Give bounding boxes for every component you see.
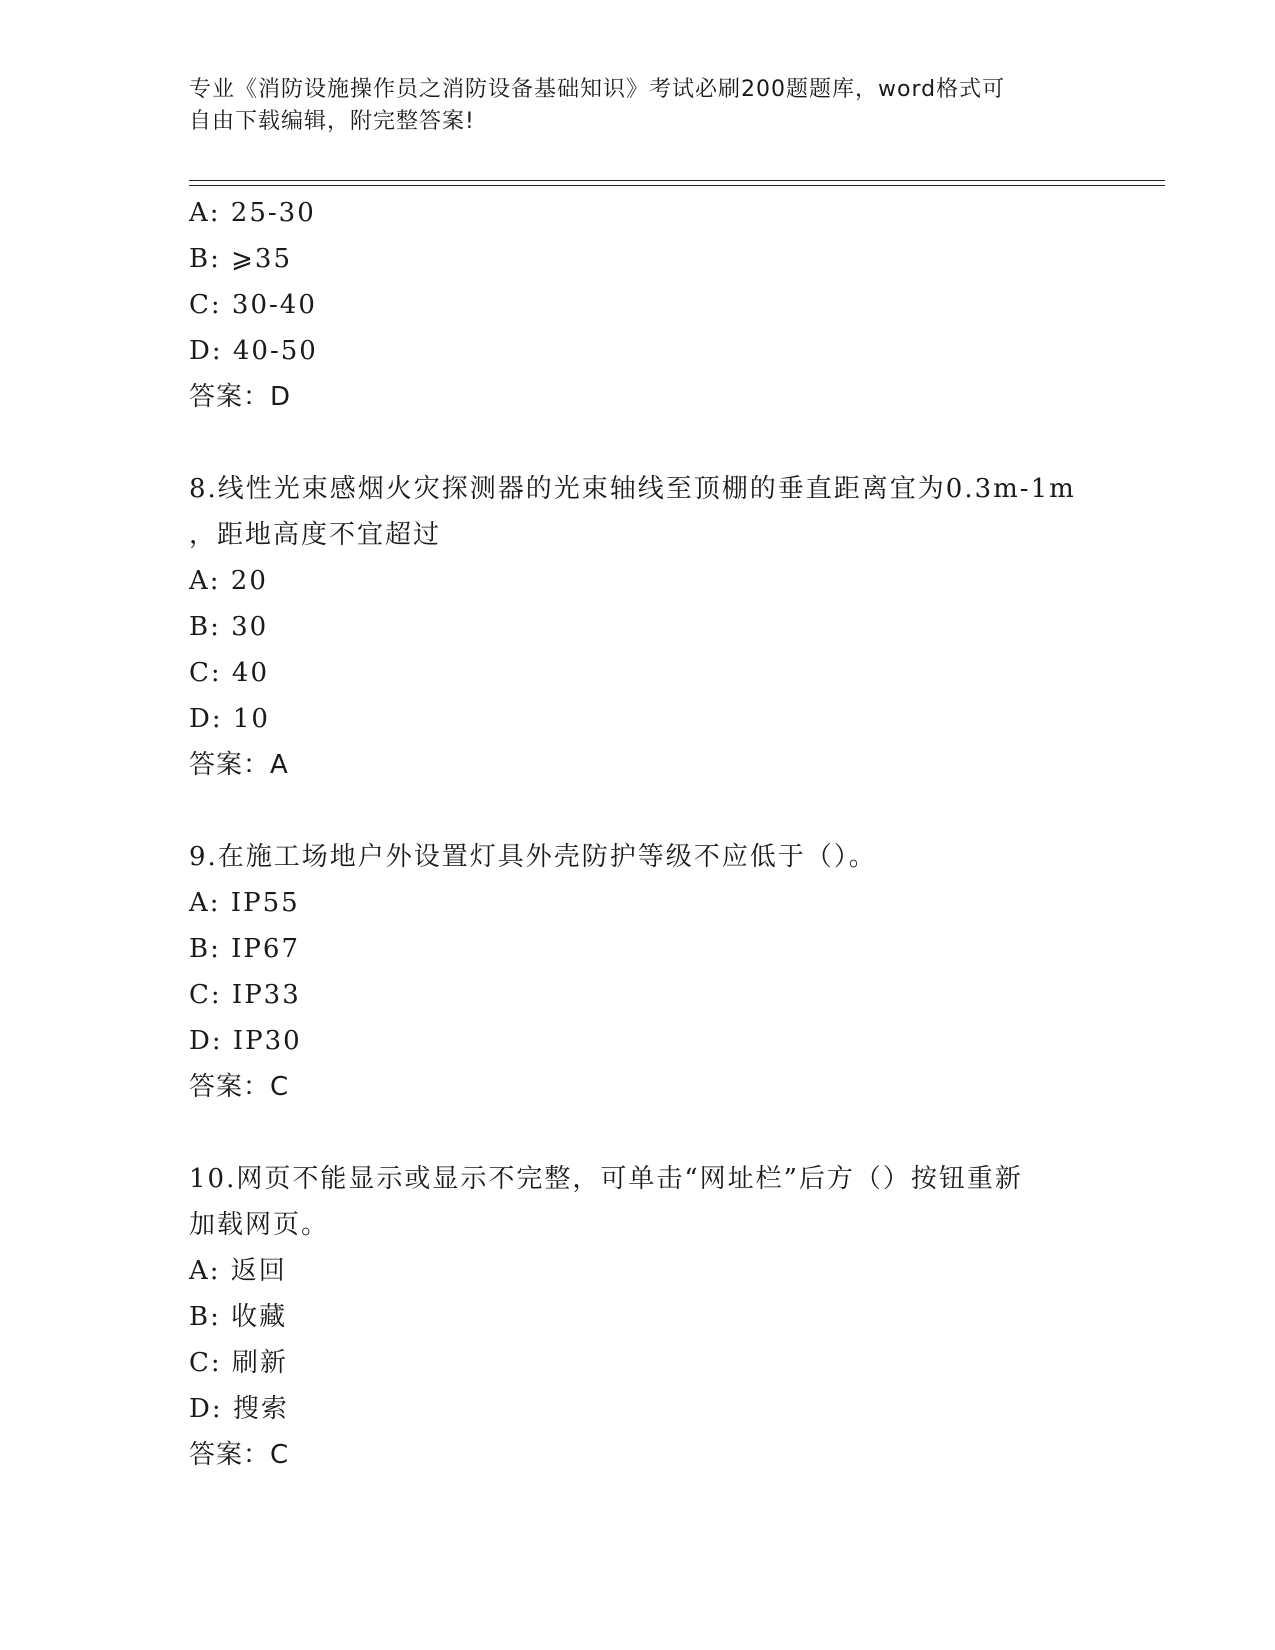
question-8 — [189, 466, 1129, 788]
option-b: B: 30 — [189, 612, 269, 642]
question-text-line-2: ，距地高度不宜超过 — [189, 520, 442, 550]
question-text-line-1: 8.线性光束感烟火灾探测器的光束轴线至顶棚的垂直距离宜为0.3m-1m — [189, 474, 1076, 504]
option-a: A: 返回 — [189, 1256, 287, 1286]
question-7 — [189, 190, 1129, 420]
option-a: A: IP55 — [189, 888, 300, 918]
question-text-line-2: 加载网页。 — [189, 1210, 330, 1240]
option-b: B: IP67 — [189, 934, 300, 964]
answer: 答案：C — [189, 1440, 290, 1470]
spacer — [189, 420, 1129, 466]
option-b: B: 收藏 — [189, 1302, 288, 1332]
option-d: D: 40-50 — [189, 336, 318, 366]
question-9 — [189, 834, 1129, 1110]
question-10 — [189, 1156, 1129, 1478]
option-d: D: 搜索 — [189, 1394, 289, 1424]
option-c: C: 30-40 — [189, 290, 317, 320]
question-text-line-1: 9.在施工场地户外设置灯具外壳防护等级不应低于（）。 — [189, 842, 877, 872]
header-title-line-1: 专业《消防设施操作员之消防设备基础知识》考试必刷200题题库，word格式可 — [189, 77, 1006, 102]
option-c: C: IP33 — [189, 980, 301, 1010]
answer: 答案：A — [189, 750, 289, 780]
header-title-line-2: 自由下载编辑，附完整答案! — [189, 109, 475, 134]
document-header — [189, 74, 1089, 138]
question-list — [189, 190, 1129, 1478]
header-divider-bottom — [189, 185, 1165, 186]
header-divider-top — [189, 180, 1165, 181]
question-text-line-1: 10.网页不能显示或显示不完整，可单击“网址栏”后方（）按钮重新 — [189, 1164, 1023, 1194]
spacer — [189, 788, 1129, 834]
option-a: A: 25-30 — [189, 198, 316, 228]
answer: 答案：D — [189, 382, 292, 412]
option-c: C: 刷新 — [189, 1348, 288, 1378]
option-c: C: 40 — [189, 658, 270, 688]
option-d: D: IP30 — [189, 1026, 302, 1056]
spacer — [189, 1110, 1129, 1156]
option-a: A: 20 — [189, 566, 268, 596]
option-d: D: 10 — [189, 704, 270, 734]
option-b: B: ⩾35 — [189, 244, 292, 274]
answer: 答案：C — [189, 1072, 290, 1102]
